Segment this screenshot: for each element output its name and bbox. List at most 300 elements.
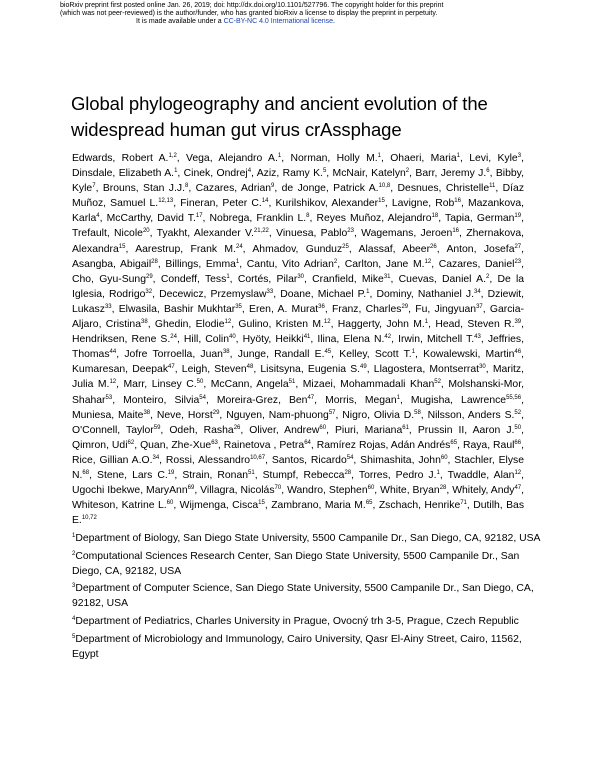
author-affiliation-marker: 71 [460, 500, 467, 507]
author-name: Edwards, Robert A. [72, 153, 169, 164]
author [282, 183, 391, 194]
author-name: Eren, A. Murat [249, 303, 319, 315]
author-name: Llagostera, Montserrat [373, 364, 480, 376]
author-affiliation-marker: 50 [514, 424, 522, 431]
author-affiliation-marker: 38 [143, 409, 151, 416]
author-name: Cantu, Vito Adrian [246, 258, 334, 270]
author [169, 425, 240, 436]
author-affiliation-marker: 1,2 [168, 153, 177, 159]
author [359, 244, 437, 255]
author-name: Cuevas, Daniel A. [398, 273, 486, 285]
author [338, 319, 428, 330]
author-affiliation-marker: 46 [514, 349, 522, 356]
author-name: Piuri, Mariana [335, 424, 403, 436]
author-affiliation-marker: 50 [196, 379, 204, 386]
author-affiliation-marker: 35 [235, 303, 242, 310]
author-affiliation-marker: 12 [514, 469, 522, 476]
author-name: Mazankova, Karla [72, 198, 524, 225]
author-affiliation-marker: 38 [222, 349, 230, 356]
author-affiliation-marker: 1 [411, 349, 416, 356]
author-name: Vega, Alejandro A. [186, 153, 278, 164]
author [411, 395, 521, 406]
author [72, 274, 153, 285]
author-affiliation-marker: 40 [228, 334, 236, 341]
author-affiliation-marker: 10,67 [250, 454, 266, 461]
author-name: Dinsdale, Elizabeth A. [72, 168, 175, 180]
author [72, 153, 177, 164]
affiliation-text: Department of Microbiology and Immunology, Cairo University, Qasr El-Ainy Street, Cairo, 11562, Egypt [72, 633, 522, 660]
author-affiliation-marker: 14 [261, 198, 269, 205]
author-name: McNair, Katelyn [332, 168, 406, 180]
author-name: Torres, Pedro J. [358, 469, 437, 481]
author-affiliation-marker: 51 [248, 469, 255, 476]
author-name: Morris, Megan [325, 394, 397, 406]
author-affiliation-marker: 33 [266, 288, 274, 295]
author-name: Mizaei, Mohammadali Khan [302, 379, 435, 391]
author [182, 470, 254, 481]
author-affiliation-marker: 68 [82, 469, 90, 476]
author-affiliation-marker: 39 [514, 319, 522, 326]
author [217, 395, 314, 406]
author [184, 168, 251, 179]
author [257, 168, 327, 179]
author-affiliation-marker: 16 [452, 228, 460, 235]
author-name: Lavigne, Rob [391, 198, 455, 210]
affiliation-text: Department of Computer Science, San Diego State University, 5500 Campanile Dr., San Diego, CA, 92182, USA [72, 583, 534, 610]
author [72, 500, 173, 511]
author-name: Zambrano, Maria M. [271, 500, 366, 512]
author [72, 168, 177, 179]
author [211, 379, 296, 390]
author-affiliation-marker: 2 [485, 273, 490, 280]
author [361, 228, 459, 239]
author-name: Zhernakova, Alexandra [72, 228, 524, 255]
author-name: Doane, Michael P. [280, 288, 367, 300]
author [339, 349, 415, 360]
author-name: Ilina, Elena N. [317, 334, 385, 346]
author [200, 485, 281, 496]
author-affiliation-marker: 29 [145, 273, 153, 280]
author-affiliation-marker: 1 [174, 168, 178, 175]
author-affiliation-marker: 28 [439, 485, 447, 492]
author-affiliation-marker: 30 [297, 273, 305, 280]
author-affiliation-marker: 42 [384, 334, 392, 341]
author [275, 198, 384, 209]
author-affiliation-marker: 60 [440, 454, 448, 461]
author [439, 259, 521, 270]
author-affiliation-marker: 62 [127, 439, 135, 446]
author [332, 304, 408, 315]
author-name: Wijmenga, Cisca [179, 500, 259, 512]
affiliation-number: 5 [72, 633, 76, 640]
author-name: Desnues, Christelle [397, 183, 490, 195]
affiliation [72, 614, 542, 629]
affiliation-text: Department of Pediatrics, Charles University in Prague, Ovocný trh 3-5, Prague, Czech Republic [75, 615, 519, 627]
author [72, 259, 158, 270]
author-affiliation-marker: 18 [431, 213, 439, 220]
author [72, 440, 134, 451]
author-name: Elwasila, Bashir Mukhtar [118, 303, 236, 315]
author-affiliation-marker: 47 [307, 394, 315, 401]
author-name: Santos, Ricardo [271, 454, 347, 466]
author [398, 334, 481, 345]
author-affiliation-marker: 60 [319, 424, 327, 431]
author-affiliation-marker: 15 [378, 198, 385, 205]
author [72, 485, 194, 496]
author [469, 153, 521, 164]
author-name: Zschach, Henrike [378, 500, 461, 512]
author-affiliation-marker: 2 [333, 258, 338, 265]
author-name: Trefault, Nicole [72, 228, 143, 240]
author [263, 470, 352, 481]
author-name: Nigro, Olivia D. [342, 409, 415, 421]
author-name: Oliver, Andrew [249, 424, 320, 436]
author-name: Whiteson, Katrine L. [72, 500, 167, 512]
author-name: Hendriksen, Rene S. [72, 334, 171, 346]
author-name: Maritz, Julia M. [72, 364, 525, 391]
author [249, 425, 326, 436]
author-name: Molshanski-Mor, Shahar [72, 379, 524, 406]
author-name: Jofre Torroella, Juan [124, 349, 223, 361]
author-affiliation-marker: 20 [142, 228, 150, 235]
author-affiliation-marker: 1 [424, 319, 429, 326]
license-link[interactable]: CC-BY-NC 4.0 International license [223, 18, 334, 26]
author [97, 470, 174, 481]
author-affiliation-marker: 36 [318, 303, 325, 310]
affiliation [72, 549, 542, 579]
author-affiliation-marker: 15 [258, 500, 265, 507]
author-name: Nguyen, Nam-phuong [226, 409, 329, 421]
author-name: Ramírez Rojas, Adán Andrés [316, 439, 451, 451]
author [238, 274, 304, 285]
author-affiliation-marker: 41 [303, 334, 311, 341]
author-name: Aziz, Ramy K. [256, 168, 323, 180]
author-name: Dutilh, Bas E. [72, 500, 525, 527]
author [124, 379, 204, 390]
author-name: Ghedin, Elodie [154, 319, 225, 331]
author-affiliation-marker: 52 [434, 379, 441, 386]
author-name: Qimron, Udi [72, 439, 128, 451]
author [247, 259, 337, 270]
author-affiliation-marker: 30 [479, 364, 486, 371]
author-name: Nobrega, Franklin L. [209, 213, 307, 225]
author-list: Edwards, Robert A.$^{1,2}$, Vega, Alejandro A.$^1$, Norman, Holly M.$^1$, Ohaeri, Maria$^1$, Levi, Kyle$^3$, Dinsdale, Elizabeth A.$^1$, Cinek, Ondrej$^4$, Aziz, Ramy K.$^5$, McNair, Katelyn$^2$, Barr, Jeremy J.$^6$, Bibby, Kyle$^7$, Brouns, Stan J.J.$^8$, Cazares, Adrian$^9$, de Jonge, Patrick A.$^{10,8}$, Desnues, Christelle$^{11}$, Díaz Muñoz, Samuel L.$^{12,13}$, Fineran, Peter C.$^{14}$, Kurilshikov, Alexander$^{15}$, Lavigne, Rob$^{16}$, Mazankova, Karla$^4$, McCarthy, David T.$^{17}$, Nobrega, Franklin L.$^8$, Reyes Muñoz, Alejandro$^{18}$, Tapia, German$^{19}$, Trefault, Nicole$^{20}$, Tyakht, Alexander V.$^{21,22}$, Vinuesa, Pablo$^{23}$, Wagemans, Jeroen$^{16}$, Zhernakova, Alexandra$^{15}$, Aarestrup, Frank M.$^{24}$, Ahmadov, Gunduz$^{25}$, Alassaf, Abeer$^{26}$, Anton, Josefa$^{27}$, Asangba, Abigail$^{28}$, Billings, Emma$^1$, Cantu, Vito Adrian$^2$, Carlton, Jane M.$^{12}$, Cazares, Daniel$^{23}$, Cho, Gyu-Sung$^{29}$, Condeff, Tess$^1$, Cortés, Pilar$^{30}$, Cranfield, Mike$^{31}$, Cuevas, Daniel A.$^2$, De la Iglesia, Rodrigo$^{32}$, Decewicz, Przemyslaw$^{33}$, Doane, Michael P.$^1$, Dominy, Nathaniel J.$^{34}$, Dziewit, Lukasz$^{33}$, Elwasila, Bashir Mukhtar$^{35}$, Eren, A. Murat$^{36}$, Franz, Charles$^{29}$, Fu, Jingyuan$^{37}$, Garcia-Aljaro, Cristina$^{38}$, Ghedin, Elodie$^{12}$, Gulino, Kristen M.$^{12}$, Haggerty, John M.$^1$, Head, Steven R.$^{39}$, Hendriksen, Rene S.$^{24}$, Hill, Colin$^{40}$, Hyöty, Heikki$^{41}$, Ilina, Elena N.$^{42}$, Irwin, Mitchell T.$^{43}$, Jeffries, Thomas$^{44}$, Jofre Torroella, Juan$^{38}$, Junge, Randall E.$^{45}$, Kelley, Scott T.$^1$, Kowalewski, Martin$^{46}$, Kumaresan, Deepak$^{47}$, Leigh, Steven$^{48}$, Lisitsyna, Eugenia S.$^{49}$, Llagostera, Montserrat$^{30}$, Maritz, Julia M.$^{12}$, Marr, Linsey C.$^{50}$, McCann, Angela$^{51}$, Mizaei, Mohammadali Khan$^{52}$, Molshanski-Mor, Shahar$^{53}$, Monteiro, Silvia$^{54}$, Moreira-Grez, Ben$^{47}$, Morris, Megan$^1$, Mugisha, Lawrence$^{55,56}$, Muniesa, Maite$^{38}$, Neve, Horst$^{29}$, Nguyen, Nam-phuong$^{57}$, Nigro, Olivia D.$^{58}$, Nilsson, Anders S.$^{52}$, O'Connell, Taylor$^{59}$, Odeh, Rasha$^{26}$, Oliver, Andrew$^{60}$, Piuri, Mariana$^{61}$, Prussin II, Aaron J.$^{50}$, Qimron, Udi$^{62}$, Quan, Zhe-Xue$^{63}$, Rainetova , Petra$^{64}$, Ramírez Rojas, Adán Andrés$^{65}$, Raya, Raul$^{66}$, Rice, Gillian A.O.$^{34}$, Rossi, Alessandro$^{10,67}$, Santos, Ricardo$^{54}$, Shimashita, John$^{60}$, Stachler, Elyse N.$^{68}$, Stene, Lars C.$^{19}$, Strain, Ronan$^{51}$, Stumpf, Rebecca$^{28}$, Torres, Pedro J.$^1$, Twaddle, Alan$^{12}$, Ugochi Ibekwe, MaryAnn$^{69}$, Villagra, Nicolás$^{70}$, Wandro, Stephen$^{60}$, White, Bryan$^{28}$, Whitely, Andy$^{47}$, Whiteson, Katrine L.$^{60}$, Wijmenga, Cisca$^{15}$, Zambrano, Maria M.$^{65}$, Zschach, Henrike$^{71}$, Dutilh, Bas E.$^{10,72}$ [72, 153, 525, 527]
author-name: Odeh, Rasha [169, 424, 234, 436]
author-affiliation-marker: 29 [212, 409, 220, 416]
author [103, 183, 188, 194]
author-name: Anton, Josefa [446, 243, 515, 255]
author-name: Kurilshikov, Alexander [275, 198, 379, 210]
author-name: Rainetova , Petra [223, 439, 305, 451]
author-name: Asangba, Abigail [72, 258, 152, 270]
author-affiliation-marker: 38 [141, 319, 148, 326]
author-affiliation-marker: 19 [514, 213, 522, 220]
author-affiliation-marker: 1 [226, 273, 230, 280]
author-affiliation-marker: 24 [235, 243, 243, 250]
author [287, 485, 374, 496]
author-affiliation-marker: 37 [476, 303, 483, 310]
author-affiliation-marker: 63 [211, 439, 218, 446]
author-affiliation-marker: 44 [109, 349, 117, 356]
author-name: Marr, Linsey C. [123, 379, 197, 391]
author-affiliation-marker: 54 [199, 394, 206, 401]
author-affiliation-marker: 33 [104, 303, 112, 310]
author-name: Franz, Charles [331, 303, 402, 315]
author-affiliation-marker: 23 [514, 258, 522, 265]
author [452, 485, 521, 496]
author-affiliation-marker: 43 [474, 334, 481, 341]
author-affiliation-marker: 29 [401, 303, 409, 310]
preprint-banner [60, 2, 530, 27]
author-affiliation-marker: 58 [414, 409, 421, 416]
author [196, 183, 275, 194]
author-affiliation-marker: 12 [109, 379, 117, 386]
author [303, 379, 441, 390]
paper-title: Global phylogeography and ancient evolution of the widespread human gut virus crAssphage [71, 93, 488, 140]
author-name: Hill, Colin [183, 334, 229, 346]
author-affiliation-marker: 1 [235, 258, 240, 265]
author [380, 485, 446, 496]
author-name: Ohaeri, Maria [390, 153, 457, 164]
author-name: Billings, Emma [165, 258, 236, 270]
author-affiliation-marker: 25 [342, 243, 349, 250]
affiliation-text: Department of Biology, San Diego State University, 5500 Campanile Dr., San Diego, CA, 92182, USA [75, 533, 541, 544]
author-name: McCann, Angela [210, 379, 289, 391]
author [325, 395, 400, 406]
author-affiliation-marker: 32 [145, 288, 153, 295]
author-name: Brouns, Stan J.J. [102, 183, 185, 195]
author [238, 349, 331, 360]
author-affiliation-marker: 12 [424, 258, 432, 265]
author-affiliation-marker: 1 [277, 153, 282, 159]
author [359, 470, 440, 481]
author-affiliation-marker: 5 [322, 168, 327, 175]
author-name: Whitely, Andy [452, 485, 515, 497]
author [72, 334, 177, 345]
author [415, 304, 483, 315]
banner-line-3 [60, 18, 530, 26]
author [140, 440, 218, 451]
author-name: Tapia, German [445, 213, 515, 225]
author [418, 425, 521, 436]
author-name: Ahmadov, Gunduz [252, 243, 343, 255]
author [463, 440, 521, 451]
author [72, 228, 150, 239]
author [157, 410, 220, 421]
author-affiliation-marker: 2 [405, 168, 410, 175]
author-affiliation-marker: 65 [450, 439, 458, 446]
author-name: Bibby, Kyle [72, 168, 524, 195]
author [374, 364, 486, 375]
author [316, 213, 438, 224]
author [210, 213, 310, 224]
author-name: Junge, Randall E. [237, 349, 325, 361]
author-name: Barr, Jeremy J. [415, 168, 487, 180]
author [376, 289, 480, 300]
author [252, 244, 348, 255]
author [379, 500, 467, 511]
author-name: Raya, Raul [462, 439, 515, 451]
author-name: Neve, Horst [156, 409, 213, 421]
author-affiliation-marker: 7 [92, 183, 96, 190]
author-affiliation-marker: 4 [96, 213, 100, 220]
author-name: de Jonge, Patrick A. [281, 183, 379, 195]
author [72, 364, 175, 375]
author-name: Shimashita, John [360, 454, 441, 466]
author-affiliation-marker: 12 [224, 319, 232, 326]
author-affiliation-marker: 60 [367, 485, 375, 492]
author-affiliation-marker: 23 [347, 228, 354, 235]
author-name: Decewicz, Przemyslaw [159, 288, 267, 300]
author [445, 213, 521, 224]
author-name: Stene, Lars C. [97, 469, 168, 481]
author [157, 228, 269, 239]
author-name: Lisitsyna, Eugenia S. [260, 364, 361, 376]
affiliation [72, 632, 542, 662]
author-name: Prussin II, Aaron J. [417, 424, 515, 436]
author-name: Kowalewski, Martin [423, 349, 515, 361]
author [342, 410, 421, 421]
author [238, 319, 330, 330]
author-affiliation-marker: 16 [454, 198, 461, 205]
author-name: Tyakht, Alexander V. [156, 228, 254, 240]
author [159, 289, 273, 300]
author [446, 244, 521, 255]
author [333, 168, 410, 179]
affiliation-text: Computational Sciences Research Center, San Diego State University, 5500 Campanile Dr., San Diego, CA, 92182, USA [72, 550, 520, 577]
author-affiliation-marker: 57 [328, 409, 336, 416]
author [72, 410, 150, 421]
author-affiliation-marker: 47 [168, 364, 175, 371]
author [72, 425, 160, 436]
author-name: Alassaf, Abeer [358, 243, 431, 255]
author-affiliation-marker: 10,72 [81, 515, 97, 522]
author-affiliation-marker: 28 [151, 258, 158, 265]
affiliation [72, 531, 542, 546]
author-affiliation-marker: 53 [105, 394, 113, 401]
author-affiliation-marker: 31 [383, 273, 391, 280]
author [224, 440, 311, 451]
author [317, 440, 457, 451]
author-affiliation-marker: 55,56 [506, 394, 522, 401]
author-name: Cranfield, Mike [312, 273, 384, 285]
author-name: Mugisha, Lawrence [410, 394, 507, 406]
author [243, 334, 311, 345]
author [135, 244, 242, 255]
author [226, 410, 335, 421]
author-affiliation-marker: 48 [246, 364, 254, 371]
author [428, 410, 522, 421]
author-affiliation-marker: 54 [346, 454, 354, 461]
author-affiliation-marker: 65 [365, 500, 373, 507]
author [155, 319, 231, 330]
author [398, 183, 496, 194]
author-name: Stumpf, Rebecca [262, 469, 345, 481]
author [317, 334, 391, 345]
author [448, 470, 522, 481]
author [390, 153, 460, 164]
author-name: Condeff, Tess [160, 273, 227, 285]
author-affiliation-marker: 21,22 [253, 228, 269, 235]
author-name: De la Iglesia, Rodrigo [72, 273, 525, 300]
author-affiliation-marker: 19 [167, 469, 175, 476]
author-name: Fineran, Peter C. [180, 198, 262, 210]
author [271, 500, 372, 511]
author [435, 319, 521, 330]
author-name: Muniesa, Maite [72, 409, 144, 421]
author [107, 213, 203, 224]
author-name: Aarestrup, Frank M. [135, 243, 236, 255]
author [182, 364, 254, 375]
author-affiliation-marker: 15 [118, 243, 126, 250]
author-affiliation-marker: 28 [344, 469, 352, 476]
author-affiliation-marker: 49 [360, 364, 367, 371]
author-name: Quan, Zhe-Xue [140, 439, 212, 451]
author-affiliation-marker: 1 [456, 153, 460, 159]
author [165, 259, 239, 270]
author-name: Moreira-Grez, Ben [216, 394, 308, 406]
author-name: Monteiro, Silvia [123, 394, 200, 406]
author [312, 274, 390, 285]
author-affiliation-marker: 3 [517, 153, 522, 159]
affiliation [72, 581, 542, 611]
author-name: Fu, Jingyuan [415, 303, 477, 315]
author [180, 198, 268, 209]
author [360, 455, 447, 466]
author-name: McCarthy, David T. [106, 213, 196, 225]
banner-line-2: (which was not peer-reviewed) is the author/funder, who has granted bioRxiv a license to display the preprint in perpetuity. [60, 10, 438, 18]
author-name: Hyöty, Heikki [242, 334, 304, 346]
author-affiliation-marker: 1 [366, 288, 370, 295]
author-name: Garcia-Aljaro, Cristina [72, 303, 524, 331]
author-name: Kumaresan, Deepak [72, 364, 169, 376]
author [392, 198, 461, 209]
author-name: Stachler, Elyse N. [72, 454, 524, 481]
author [335, 425, 409, 436]
banner-line-3-suffix: . [333, 18, 335, 26]
author [119, 304, 242, 315]
author [186, 153, 281, 164]
author-name: Cinek, Ondrej [183, 168, 248, 180]
author [423, 349, 521, 360]
author-name: Cazares, Adrian [195, 183, 272, 195]
author-affiliation-marker: 51 [288, 379, 296, 386]
author-name: Dziewit, Lukasz [72, 288, 525, 315]
author-affiliation-marker: 8 [184, 183, 189, 190]
author-name: Leigh, Steven [181, 364, 247, 376]
author-affiliation-marker: 26 [430, 243, 437, 250]
author-affiliation-marker: 12,13 [158, 198, 174, 205]
author-affiliation-marker: 8 [306, 213, 310, 220]
author [161, 274, 230, 285]
author [345, 259, 431, 270]
author-name: Strain, Ronan [182, 469, 249, 481]
affiliation-number: 2 [72, 550, 76, 557]
author-affiliation-marker: 6 [486, 168, 490, 175]
author-name: Villagra, Nicolás [200, 485, 275, 497]
author [415, 168, 489, 179]
author-affiliation-marker: 61 [402, 424, 409, 431]
author-affiliation-marker: 1 [396, 394, 400, 401]
author-affiliation-marker: 12 [323, 319, 331, 326]
author-name: Nilsson, Anders S. [427, 409, 515, 421]
author-affiliation-marker: 69 [187, 485, 195, 492]
author-affiliation-marker: 45 [324, 349, 332, 356]
author-affiliation-marker: 26 [233, 424, 241, 431]
author-name: Vinuesa, Pablo [276, 228, 348, 240]
author-name: Gulino, Kristen M. [238, 319, 324, 331]
author [290, 153, 381, 164]
